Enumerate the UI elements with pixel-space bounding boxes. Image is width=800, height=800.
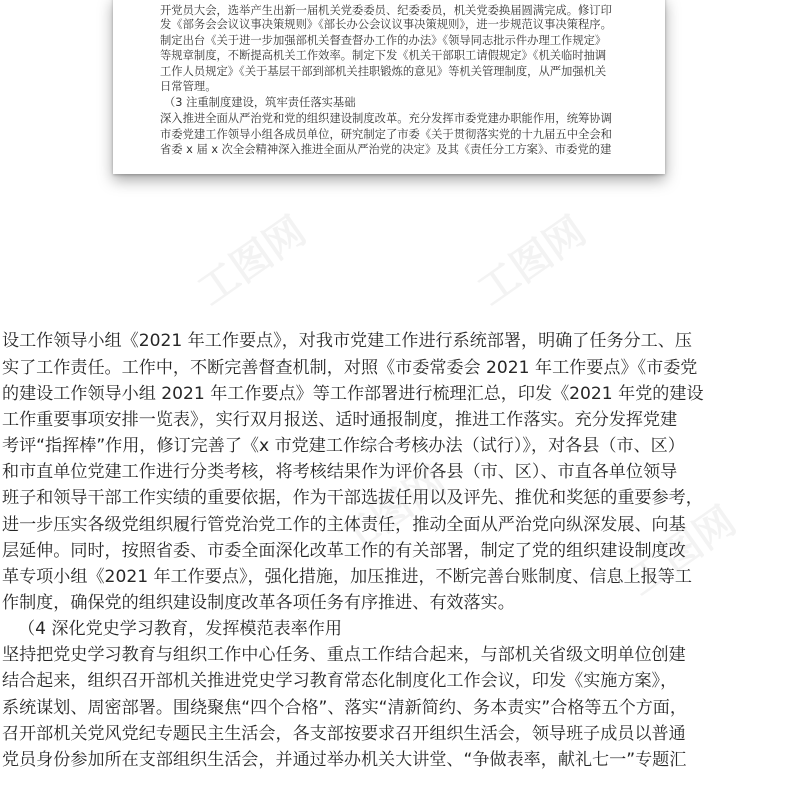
preview-section-heading: （3 注重制度建设，筑牢责任落实基础 <box>164 96 356 109</box>
body-line: 设工作领导小组《2021 年工作要点》，对我市党建工作进行系统部署，明确了任务分工、压 <box>2 331 692 351</box>
body-line: 的建设工作领导小组 2021 年工作要点》等工作部署进行梳理汇总，印发《2021 年党的建设 <box>2 384 704 404</box>
preview-line: 日常管理。 <box>160 80 217 93</box>
body-line: 班子和领导干部工作实绩的重要依据，作为干部选拔任用以及评先、推优和奖惩的重要参考， <box>2 488 703 508</box>
body-line: 进一步压实各级党组织履行管党治党工作的主体责任，推动全面从严治党向纵深发展、向基 <box>2 515 686 535</box>
preview-line: 开党员大会，选举产生出新一届机关党委委员、纪委委员，机关党委换届圆满完成。修订印 <box>160 4 612 17</box>
watermark: 工图网 <box>189 208 315 315</box>
body-line: 考评“指挥棒”作用，修订完善了《x 市党建工作综合考核办法（试行）》，对各县（市、区） <box>2 436 685 456</box>
document-preview-card <box>113 0 665 174</box>
preview-line: 市委党建工作领导小组各成员单位，研究制定了市委《关于贯彻落实党的十九届五中全会和 <box>160 128 612 141</box>
body-line: 和市直单位党建工作进行分类考核，将考核结果作为评价各县（市、区）、市直各单位领导 <box>2 462 678 482</box>
body-line: 党员身份参加所在支部组织生活会，并通过举办机关大讲堂、“争做表率，献礼七一”专题汇 <box>2 750 687 770</box>
body-line: 结合起来，组织召开部机关推进党史学习教育常态化制度化工作会议，印发《实施方案》， <box>2 671 678 691</box>
preview-line: 制定出台《关于进一步加强部机关督查督办工作的办法》《领导同志批示件办理工作规定》 <box>160 34 607 47</box>
body-line: 实了工作责任。工作中，不断完善督查机制，对照《市委常委会 2021 年工作要点》《市委党 <box>2 358 698 378</box>
section-heading: （4 深化党史学习教育，发挥模范表率作用 <box>18 619 342 639</box>
preview-line: 工作人员规定》《关于基层干部到部机关挂职锻炼的意见》等机关管理制度，从严加强机关 <box>160 65 607 78</box>
watermark: 工图网 <box>619 498 745 605</box>
body-line: 革专项小组《2021 年工作要点》，强化措施，加压推进，不断完善台账制度、信息上报等工 <box>2 567 692 587</box>
body-line: 作制度，确保党的组织建设制度改革各项任务有序推进、有效落实。 <box>2 593 515 613</box>
watermark: 工图网 <box>469 208 595 315</box>
preview-line: 深入推进全面从严治党和党的组织建设制度改革。充分发挥市委党建办职能作用，统筹协调 <box>160 112 612 125</box>
body-line: 坚持把党史学习教育与组织工作中心任务、重点工作结合起来，与部机关省级文明单位创建 <box>2 645 686 665</box>
body-line: 召开部机关党风党纪专题民主生活会，各支部按要求召开组织生活会，领导班子成员以普通 <box>2 724 686 744</box>
body-line: 工作重要事项安排一览表》，实行双月报送、适时通报制度，推进工作落实。充分发挥党建 <box>2 410 678 430</box>
watermark: 工图网 <box>329 458 455 565</box>
body-line: 层延伸。同时，按照省委、市委全面深化改革工作的有关部署，制定了党的组织建设制度改 <box>2 541 686 561</box>
preview-line: 发《部务会会议议事决策规则》《部长办公会议议事决策规则》，进一步规范议事决策程序。 <box>160 18 612 31</box>
body-line: 系统谋划、周密部署。围绕聚焦“四个合格”、落实“清新简约、务本责实”合格等五个方面， <box>2 698 687 718</box>
preview-line: 等规章制度，不断提高机关工作效率。制定下发《机关干部职工请假规定》《机关临时抽调 <box>160 49 607 62</box>
preview-line: 省委 x 届 x 次全会精神深入推进全面从严治党的决定》及其《责任分工方案》、市委党的建 <box>160 143 612 156</box>
